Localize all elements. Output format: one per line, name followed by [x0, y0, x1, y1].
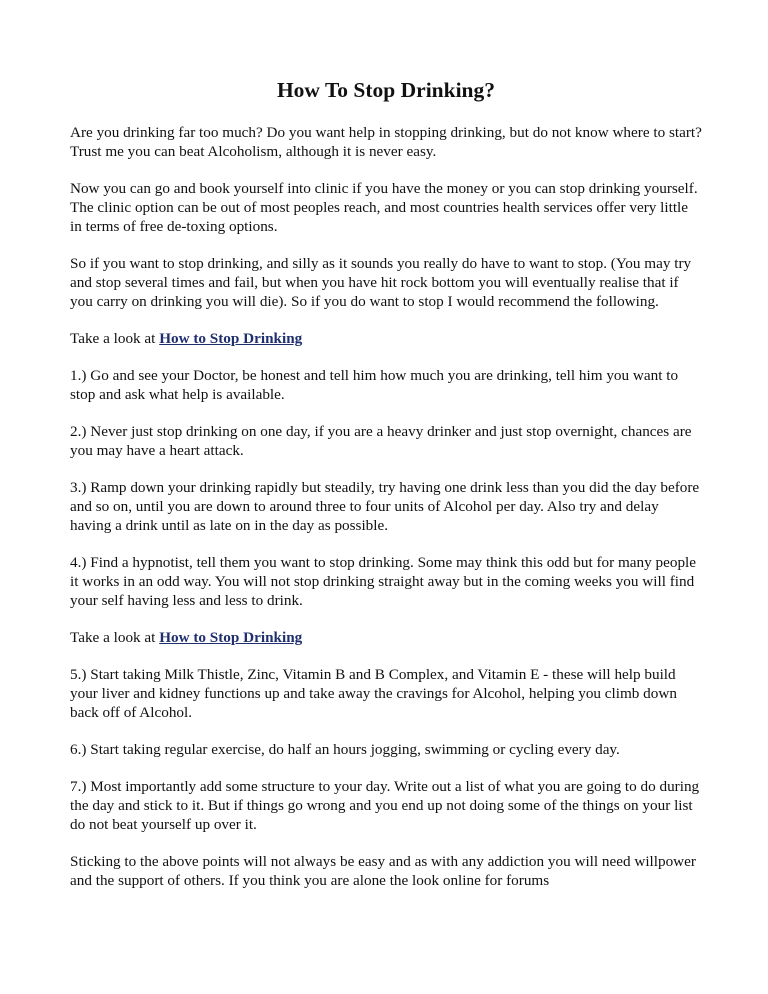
tip-1: 1.) Go and see your Doctor, be honest and tell him how much you are drinking, tell him you want to stop and ask what help is available. [70, 367, 679, 403]
link-prefix: Take a look at [70, 629, 160, 646]
paragraph-closing: Sticking to the above points will not always be easy and as with any addiction you will need willpower and the support of others. If you think you are alone the look online for forums [70, 853, 696, 889]
paragraph-want-to-stop: So if you want to stop drinking, and silly as it sounds you really do have to want to stop. (You may try and stop several times and fail, but when you have hit rock bottom you will eventually realise that if you carry on drinking you will die). So if you do want to stop I would recommend the following. [70, 255, 692, 310]
paragraph-intro: Are you drinking far too much? Do you want help in stopping drinking, but do not know where to start? Trust me you can beat Alcoholism, although it is never easy. [70, 124, 702, 160]
how-to-stop-drinking-link[interactable]: How to Stop Drinking [159, 629, 303, 646]
tip-6: 6.) Start taking regular exercise, do half an hours jogging, swimming or cycling every day. [70, 741, 620, 758]
paragraph-clinic: Now you can go and book yourself into clinic if you have the money or you can stop drinking yourself. The clinic option can be out of most peoples reach, and most countries health services offer very little in terms of free de-toxing options. [70, 180, 698, 235]
tip-5: 5.) Start taking Milk Thistle, Zinc, Vitamin B and B Complex, and Vitamin E - these will help build your liver and kidney functions up and take away the cravings for Alcohol, helping you climb down back off of Alcohol. [70, 666, 677, 721]
tip-3: 3.) Ramp down your drinking rapidly but steadily, try having one drink less than you did the day before and so on, until you are down to around three to four units of Alcohol per day. Also try and delay having a drink until as late on in the day as possible. [70, 479, 700, 534]
link-paragraph-1 [70, 329, 702, 348]
tip-2: 2.) Never just stop drinking on one day, if you are a heavy drinker and just stop overnight, chances are you may have a heart attack. [70, 423, 692, 459]
how-to-stop-drinking-link[interactable]: How to Stop Drinking [159, 330, 303, 347]
document-title: How To Stop Drinking? [276, 78, 496, 102]
link-prefix: Take a look at [70, 330, 160, 347]
link-paragraph-2 [70, 628, 702, 647]
tip-7: 7.) Most importantly add some structure to your day. Write out a list of what you are going to do during the day and stick to it. But if things go wrong and you end up not doing some of the things on your list do not beat yourself up over it. [70, 778, 700, 833]
tip-4: 4.) Find a hypnotist, tell them you want to stop drinking. Some may think this odd but for many people it works in an odd way. You will not stop drinking straight away but in the coming weeks you will find your self having less and less to drink. [70, 554, 697, 609]
document-page [70, 76, 702, 908]
